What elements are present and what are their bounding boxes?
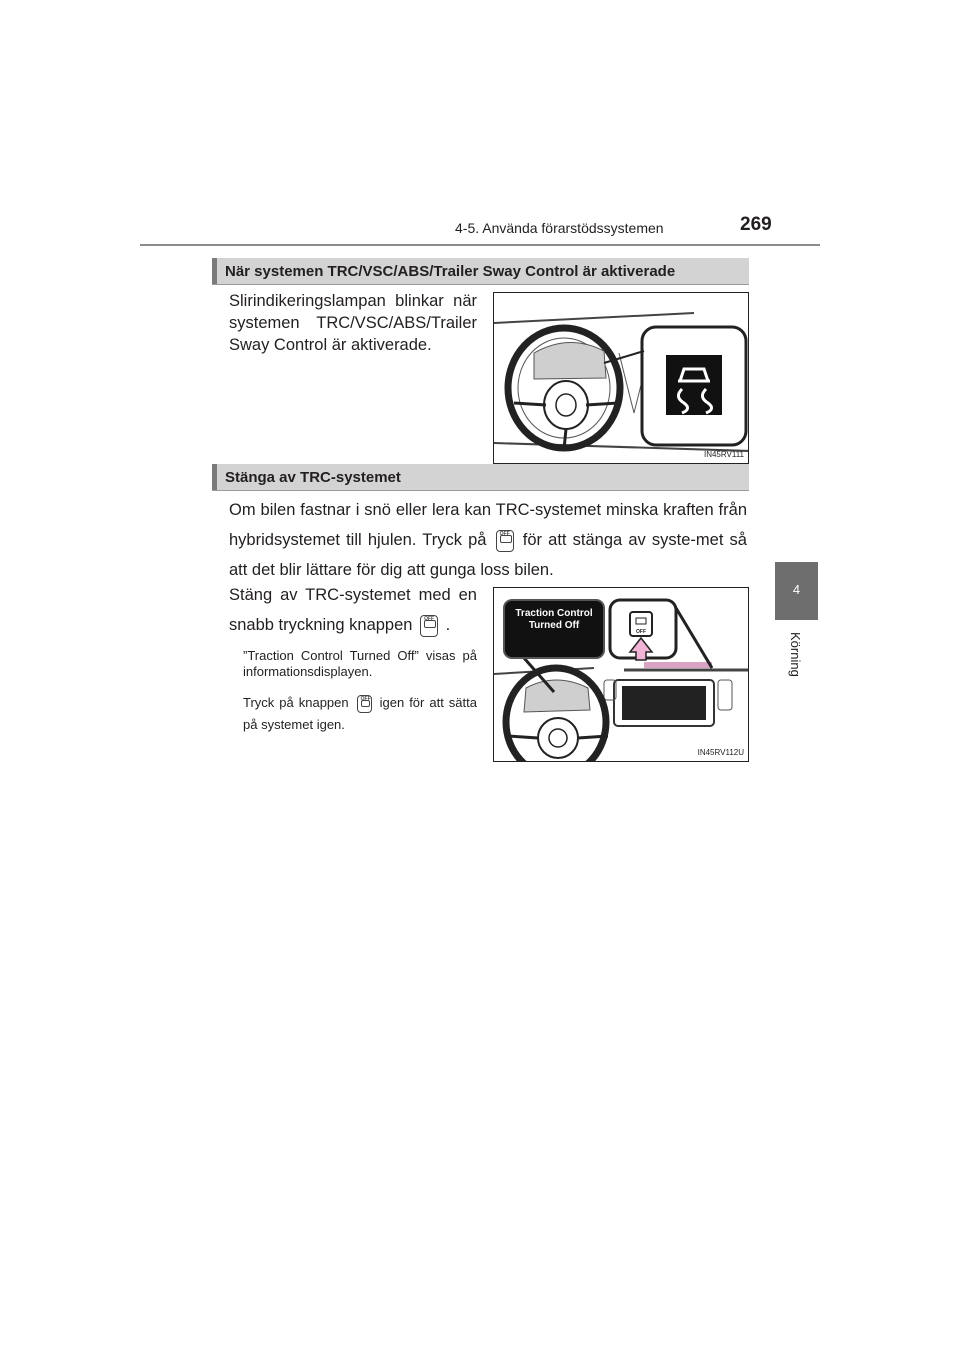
note-reenable [243,692,477,736]
figure-slip-indicator [493,292,749,464]
trc-off-button-icon: OFF [496,530,514,552]
note-text-start: Tryck på knappen [243,695,349,710]
chapter-number: 4 [792,582,801,597]
section-heading: När systemen TRC/VSC/ABS/Trailer Sway Control är aktiverade [212,258,749,284]
section-divider-trc [212,490,749,491]
instruction-text-start: Stäng av TRC-systemet med en snabb tryckning knappen [229,586,477,634]
paragraph-text-start: Om bilen fastnar i snö eller lera kan TRC-systemet minska kraften från hybridsystemet till hjulen. Tryck på [229,501,747,549]
instruction-text-end: . [445,616,451,634]
chapter-tab [775,562,818,620]
figure-code: IN45RV111 [703,450,744,459]
section-divider [212,284,749,285]
instruction-text [229,580,477,640]
chapter-label: Körning [788,632,803,677]
section-text: Slirindikeringslampan blinkar när systemen TRC/VSC/ABS/Trailer Sway Control är aktiverade. [229,292,477,354]
trc-off-button-icon: OFF [357,695,372,713]
figure-trc-off [493,587,749,762]
figure-code: IN45RV112U [697,748,744,757]
paragraph-text-end: för att stänga av syste-met så att det blir lättare för dig att gunga loss bilen. [229,531,747,579]
section-paragraph [229,495,747,585]
page-number: 269 [740,214,772,235]
info-display-message: Traction Control Turned Off [515,608,593,631]
section-heading-trc: Stänga av TRC-systemet [212,464,749,490]
running-header-section: 4-5. Använda förarstödssystemen [455,220,664,236]
slip-indicator-icon [666,355,722,415]
header-divider [140,244,820,246]
note-display-message: ”Traction Control Turned Off” visas på informationsdisplayen. [243,648,477,679]
svg-text:OFF: OFF [636,629,646,635]
trc-off-button-icon: OFF [420,615,438,637]
dashboard-illustration [494,293,749,464]
note-text-end: igen för att sätta på systemet igen. [243,695,477,732]
